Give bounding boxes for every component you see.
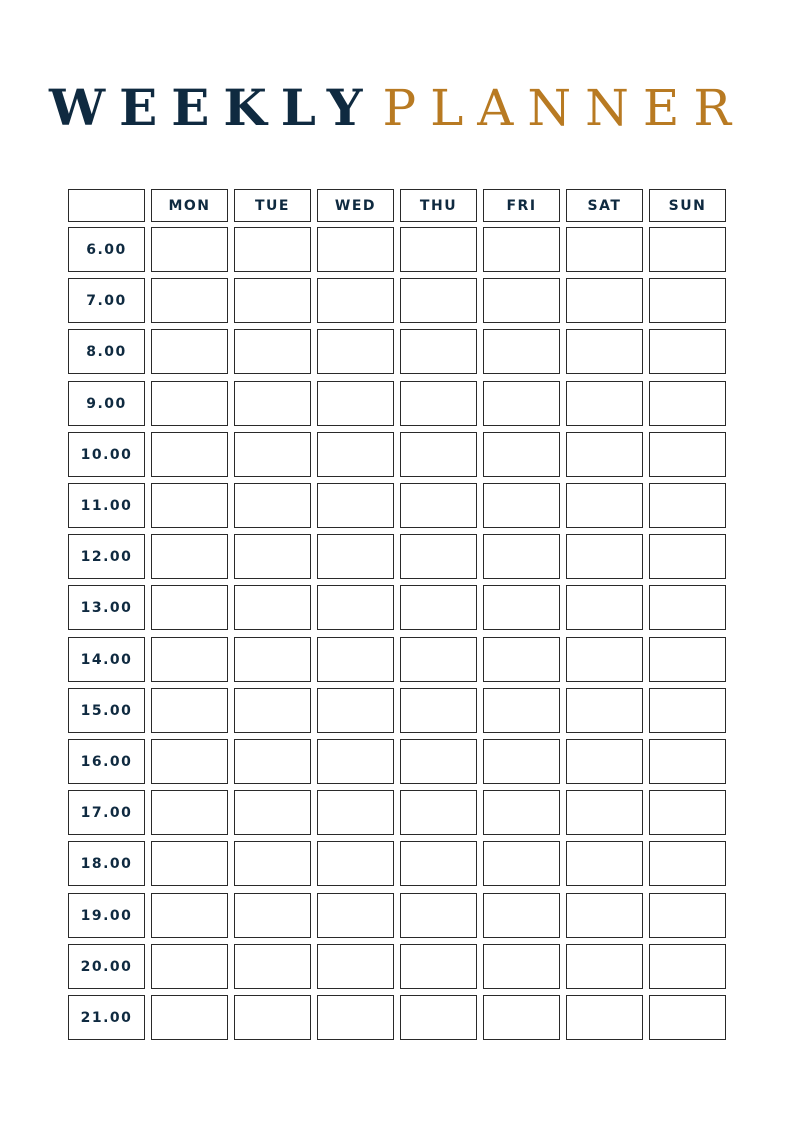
time-label: 20.00 <box>68 944 145 989</box>
slot-thu[interactable] <box>400 893 477 938</box>
slot-thu[interactable] <box>400 739 477 784</box>
time-label: 16.00 <box>68 739 145 784</box>
slot-sun[interactable] <box>649 790 726 835</box>
slot-fri[interactable] <box>483 227 560 272</box>
time-label: 12.00 <box>68 534 145 579</box>
slot-sat[interactable] <box>566 995 643 1040</box>
slot-sat[interactable] <box>566 329 643 374</box>
slot-wed[interactable] <box>317 534 394 579</box>
slot-sat[interactable] <box>566 688 643 733</box>
time-label: 18.00 <box>68 841 145 886</box>
slot-tue[interactable] <box>234 841 311 886</box>
slot-mon[interactable] <box>151 329 228 374</box>
day-header-mon: MON <box>151 189 228 222</box>
slot-mon[interactable] <box>151 381 228 426</box>
slot-wed[interactable] <box>317 637 394 682</box>
slot-fri[interactable] <box>483 483 560 528</box>
slot-wed[interactable] <box>317 329 394 374</box>
slot-mon[interactable] <box>151 739 228 784</box>
slot-tue[interactable] <box>234 637 311 682</box>
slot-sat[interactable] <box>566 585 643 630</box>
slot-fri[interactable] <box>483 841 560 886</box>
slot-thu[interactable] <box>400 483 477 528</box>
slot-fri[interactable] <box>483 432 560 477</box>
slot-sat[interactable] <box>566 790 643 835</box>
slot-fri[interactable] <box>483 534 560 579</box>
slot-tue[interactable] <box>234 995 311 1040</box>
slot-thu[interactable] <box>400 534 477 579</box>
time-label: 9.00 <box>68 381 145 426</box>
slot-wed[interactable] <box>317 381 394 426</box>
slot-wed[interactable] <box>317 790 394 835</box>
slot-thu[interactable] <box>400 227 477 272</box>
slot-sun[interactable] <box>649 432 726 477</box>
slot-thu[interactable] <box>400 995 477 1040</box>
slot-mon[interactable] <box>151 278 228 323</box>
slot-sun[interactable] <box>649 688 726 733</box>
slot-tue[interactable] <box>234 944 311 989</box>
slot-mon[interactable] <box>151 995 228 1040</box>
slot-tue[interactable] <box>234 739 311 784</box>
time-label: 19.00 <box>68 893 145 938</box>
title-planner: PLANNER <box>382 79 746 137</box>
slot-sun[interactable] <box>649 585 726 630</box>
slot-tue[interactable] <box>234 585 311 630</box>
slot-thu[interactable] <box>400 637 477 682</box>
time-label: 17.00 <box>68 790 145 835</box>
time-label: 6.00 <box>68 227 145 272</box>
slot-thu[interactable] <box>400 944 477 989</box>
slot-wed[interactable] <box>317 483 394 528</box>
slot-sat[interactable] <box>566 944 643 989</box>
slot-wed[interactable] <box>317 995 394 1040</box>
day-header-sat: SAT <box>566 189 643 222</box>
slot-sat[interactable] <box>566 227 643 272</box>
slot-fri[interactable] <box>483 739 560 784</box>
slot-wed[interactable] <box>317 944 394 989</box>
slot-sun[interactable] <box>649 995 726 1040</box>
slot-mon[interactable] <box>151 790 228 835</box>
slot-sun[interactable] <box>649 893 726 938</box>
slot-sun[interactable] <box>649 841 726 886</box>
slot-tue[interactable] <box>234 381 311 426</box>
slot-tue[interactable] <box>234 278 311 323</box>
slot-sat[interactable] <box>566 637 643 682</box>
slot-thu[interactable] <box>400 278 477 323</box>
slot-sun[interactable] <box>649 944 726 989</box>
slot-fri[interactable] <box>483 585 560 630</box>
slot-mon[interactable] <box>151 688 228 733</box>
slot-tue[interactable] <box>234 432 311 477</box>
slot-sat[interactable] <box>566 841 643 886</box>
slot-wed[interactable] <box>317 739 394 784</box>
time-label: 21.00 <box>68 995 145 1040</box>
slot-fri[interactable] <box>483 329 560 374</box>
slot-fri[interactable] <box>483 278 560 323</box>
slot-fri[interactable] <box>483 688 560 733</box>
slot-mon[interactable] <box>151 483 228 528</box>
slot-fri[interactable] <box>483 944 560 989</box>
slot-thu[interactable] <box>400 432 477 477</box>
header-corner-cell <box>68 189 145 222</box>
slot-sat[interactable] <box>566 739 643 784</box>
slot-mon[interactable] <box>151 893 228 938</box>
slot-mon[interactable] <box>151 585 228 630</box>
slot-mon[interactable] <box>151 944 228 989</box>
page-title <box>0 78 794 138</box>
slot-wed[interactable] <box>317 432 394 477</box>
slot-sat[interactable] <box>566 278 643 323</box>
time-label: 13.00 <box>68 585 145 630</box>
slot-fri[interactable] <box>483 893 560 938</box>
slot-sun[interactable] <box>649 483 726 528</box>
slot-sat[interactable] <box>566 381 643 426</box>
time-label: 11.00 <box>68 483 145 528</box>
slot-sun[interactable] <box>649 329 726 374</box>
slot-tue[interactable] <box>234 329 311 374</box>
slot-tue[interactable] <box>234 688 311 733</box>
slot-sun[interactable] <box>649 227 726 272</box>
slot-mon[interactable] <box>151 227 228 272</box>
slot-sun[interactable] <box>649 381 726 426</box>
slot-wed[interactable] <box>317 227 394 272</box>
day-header-sun: SUN <box>649 189 726 222</box>
slot-tue[interactable] <box>234 534 311 579</box>
time-label: 7.00 <box>68 278 145 323</box>
slot-mon[interactable] <box>151 432 228 477</box>
slot-tue[interactable] <box>234 483 311 528</box>
slot-thu[interactable] <box>400 381 477 426</box>
slot-thu[interactable] <box>400 790 477 835</box>
time-label: 8.00 <box>68 329 145 374</box>
slot-wed[interactable] <box>317 893 394 938</box>
slot-tue[interactable] <box>234 227 311 272</box>
slot-thu[interactable] <box>400 688 477 733</box>
slot-thu[interactable] <box>400 841 477 886</box>
day-header-tue: TUE <box>234 189 311 222</box>
slot-wed[interactable] <box>317 585 394 630</box>
slot-tue[interactable] <box>234 790 311 835</box>
slot-fri[interactable] <box>483 637 560 682</box>
slot-mon[interactable] <box>151 637 228 682</box>
time-label: 10.00 <box>68 432 145 477</box>
slot-sun[interactable] <box>649 637 726 682</box>
title-weekly: WEEKLY <box>48 78 377 137</box>
slot-fri[interactable] <box>483 995 560 1040</box>
day-header-thu: THU <box>400 189 477 222</box>
slot-fri[interactable] <box>483 790 560 835</box>
slot-wed[interactable] <box>317 278 394 323</box>
slot-sun[interactable] <box>649 278 726 323</box>
slot-mon[interactable] <box>151 534 228 579</box>
slot-sat[interactable] <box>566 432 643 477</box>
time-label: 15.00 <box>68 688 145 733</box>
slot-thu[interactable] <box>400 585 477 630</box>
slot-sat[interactable] <box>566 893 643 938</box>
slot-mon[interactable] <box>151 841 228 886</box>
slot-wed[interactable] <box>317 688 394 733</box>
slot-sun[interactable] <box>649 534 726 579</box>
day-header-wed: WED <box>317 189 394 222</box>
slot-wed[interactable] <box>317 841 394 886</box>
slot-tue[interactable] <box>234 893 311 938</box>
slot-fri[interactable] <box>483 381 560 426</box>
day-header-fri: FRI <box>483 189 560 222</box>
slot-sat[interactable] <box>566 483 643 528</box>
slot-thu[interactable] <box>400 329 477 374</box>
time-label: 14.00 <box>68 637 145 682</box>
slot-sat[interactable] <box>566 534 643 579</box>
slot-sun[interactable] <box>649 739 726 784</box>
